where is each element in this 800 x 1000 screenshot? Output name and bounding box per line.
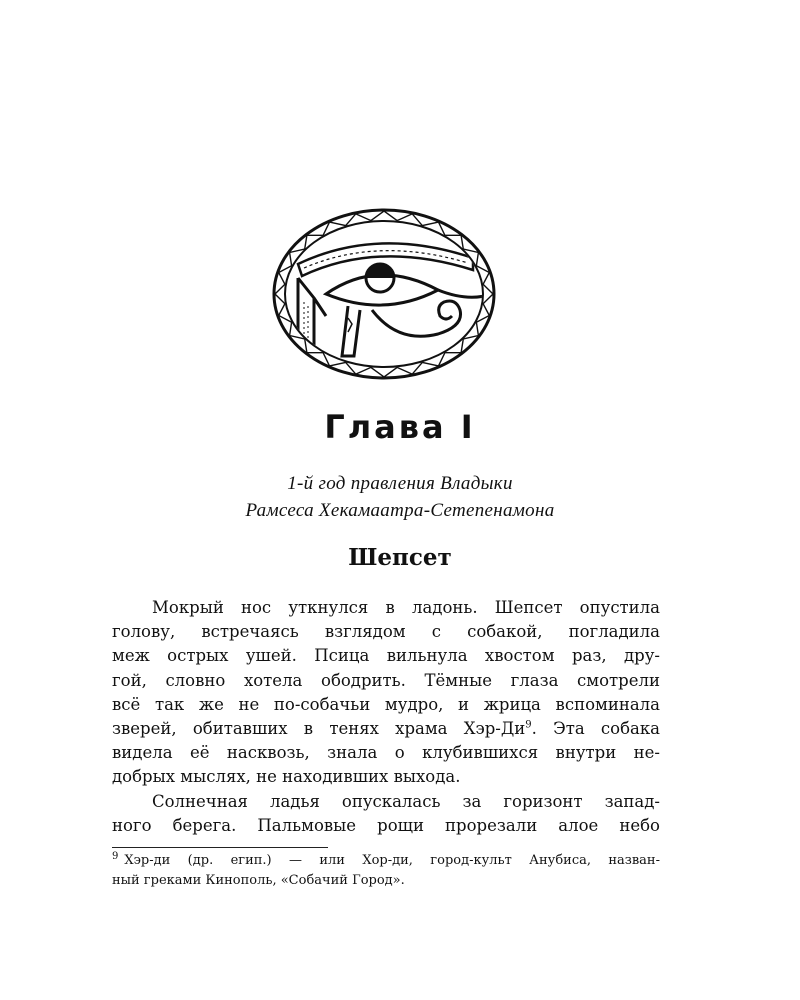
chapter-epigraph xyxy=(0,470,800,524)
footnote xyxy=(112,851,660,891)
text-line xyxy=(112,717,660,741)
text-line: добрых мыслях, не находивших выхода. xyxy=(112,767,461,787)
eye-of-horus-icon xyxy=(268,206,500,382)
text-line: Мокрый нос уткнулся в ладонь. Шепсет опустила xyxy=(152,598,660,617)
text-line: ного берега. Пальмовые рощи прорезали алое небо xyxy=(112,815,660,835)
footnote-marker: 9 xyxy=(525,719,532,731)
text-fragment: зверей, обитавших в тенях храма Хэр-Ди xyxy=(112,718,526,738)
text-line: видела её насквозь, знала о клубившихся внутри не- xyxy=(112,743,660,763)
epigraph-line: 1-й год правления Владыки xyxy=(287,473,513,494)
text-line: гой, словно хотела ободрить. Тёмные глаза смотрели xyxy=(112,670,660,690)
text-fragment: . Эта собака xyxy=(531,718,660,738)
text-line: голову, встречаясь взглядом с собакой, погладила xyxy=(112,622,660,642)
text-line: всё так же не по-собачьи мудро, и жрица вспоминала xyxy=(112,694,660,714)
footnote-text: Хэр-ди (др. егип.) — или Хор-ди, город-культ Анубиса, назван- xyxy=(124,853,660,868)
body-text xyxy=(112,596,660,838)
epigraph-line: Рамсеса Хекамаатра-Сетепенамона xyxy=(245,500,555,521)
footnote-divider xyxy=(112,847,328,848)
footnote-line xyxy=(112,851,660,871)
chapter-title: Глава I xyxy=(324,408,476,446)
footnote-number: 9 xyxy=(112,850,119,862)
text-line: меж острых ушей. Псица вильнула хвостом раз, дру- xyxy=(112,646,660,666)
footnote-line: ный греками Кинополь, «Собачий Город». xyxy=(112,873,405,888)
section-title: Шепсет xyxy=(348,544,452,571)
text-line: Солнечная ладья опускалась за горизонт запад- xyxy=(152,791,660,811)
